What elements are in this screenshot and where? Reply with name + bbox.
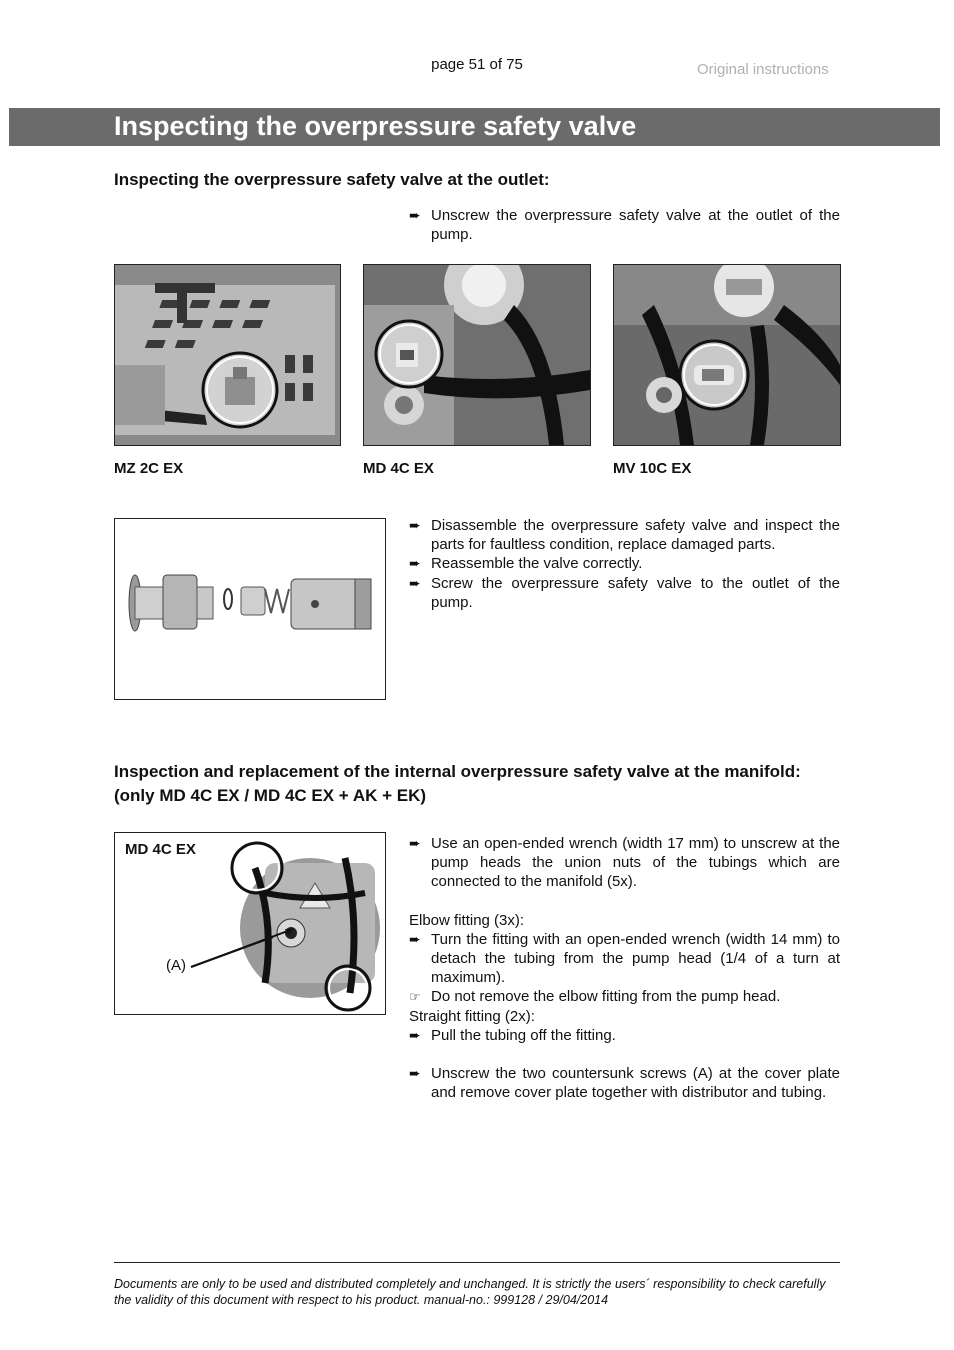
- step-reassemble: [409, 554, 840, 573]
- step-screw-valve: [409, 574, 840, 612]
- footer-disclaimer: Documents are only to be used and distributed completely and unchanged. It is strictly the users´ responsibility to check carefully the validity of this document with respect to his product. manual-no.: 999128 / 29/04/2014: [114, 1277, 826, 1307]
- callout-a: (A): [166, 957, 186, 974]
- step-pull-tubing: [409, 1026, 840, 1045]
- step-text: Disassemble the overpressure safety valve and inspect the parts for faultless condition, replace damaged parts.: [431, 517, 840, 554]
- figure-valve-parts: [114, 518, 386, 700]
- pump-photo-illustration: [614, 265, 840, 445]
- arrow-icon: ➨: [409, 1026, 421, 1043]
- steps-manifold: [409, 834, 840, 1102]
- step-disassemble: [409, 516, 840, 554]
- valve-parts-illustration: [115, 519, 385, 699]
- arrow-icon: ➨: [409, 517, 421, 533]
- elbow-fitting-label: Elbow fitting (3x):: [409, 911, 525, 929]
- caption-mv-10c-ex: MV 10C EX: [613, 460, 692, 477]
- section-heading-manifold: [114, 760, 844, 808]
- caption-mz-2c-ex: MZ 2C EX: [114, 460, 184, 477]
- note-text: Do not remove the elbow fitting from the pump head.: [431, 988, 781, 1006]
- step-text: Screw the overpressure safety valve to the outlet of the pump.: [431, 574, 840, 611]
- step-turn-fitting: [409, 930, 840, 988]
- photo-mv-10c-ex: [613, 264, 841, 446]
- step-text: Pull the tubing off the fitting.: [431, 1026, 616, 1044]
- page-title: Inspecting the overpressure safety valve: [114, 111, 637, 141]
- document-type-label: Original instructions: [697, 61, 829, 78]
- step-unscrew-valve: [409, 206, 840, 244]
- photo-mz-2c-ex: [114, 264, 341, 446]
- step-unscrew-union-nuts: [409, 834, 840, 892]
- step-text: Unscrew the two countersunk screws (A) at the cover plate and remove cover plate together with distributor and tubing.: [431, 1065, 840, 1102]
- section-heading-outlet: Inspecting the overpressure safety valve at the outlet:: [114, 170, 550, 189]
- arrow-icon: ➨: [409, 207, 421, 223]
- step-text: Reassemble the valve correctly.: [431, 555, 643, 573]
- figure-label: MD 4C EX: [125, 841, 196, 858]
- caption-md-4c-ex: MD 4C EX: [363, 460, 434, 477]
- step-text: Use an open-ended wrench (width 17 mm) to unscrew at the pump heads the union nuts of the tubings which are connected to the manifold (5x).: [431, 835, 840, 891]
- pump-photo-illustration: [364, 265, 590, 445]
- steps-valve-inspection: [409, 516, 840, 612]
- arrow-icon: ➨: [409, 555, 421, 572]
- step-unscrew-screws: [409, 1064, 840, 1102]
- arrow-icon: ➨: [409, 1065, 421, 1082]
- page-number: page 51 of 75: [431, 56, 523, 73]
- straight-fitting-label: Straight fitting (2x):: [409, 1007, 535, 1025]
- heading-line: (only MD 4C EX / MD 4C EX + AK + EK): [114, 786, 427, 805]
- step-text: Turn the fitting with an open-ended wrench (width 14 mm) to detach the tubing from the pump head (1/4 of a turn at maximum).: [431, 930, 840, 987]
- arrow-icon: ➨: [409, 574, 421, 591]
- manifold-illustration: [115, 833, 385, 1014]
- footer-divider: [114, 1262, 840, 1263]
- heading-line: Inspection and replacement of the internal overpressure safety valve at the manifold:: [114, 762, 801, 781]
- step-text: Unscrew the overpressure safety valve at the outlet of the pump.: [431, 207, 840, 244]
- arrow-icon: ➨: [409, 835, 421, 851]
- photo-md-4c-ex: [363, 264, 591, 446]
- pump-photo-illustration: [115, 265, 340, 445]
- arrow-icon: ➨: [409, 930, 421, 947]
- note-elbow-fitting: [409, 987, 840, 1006]
- pointing-hand-icon: ☞: [409, 989, 421, 1005]
- figure-md-4c-ex-manifold: [114, 832, 386, 1015]
